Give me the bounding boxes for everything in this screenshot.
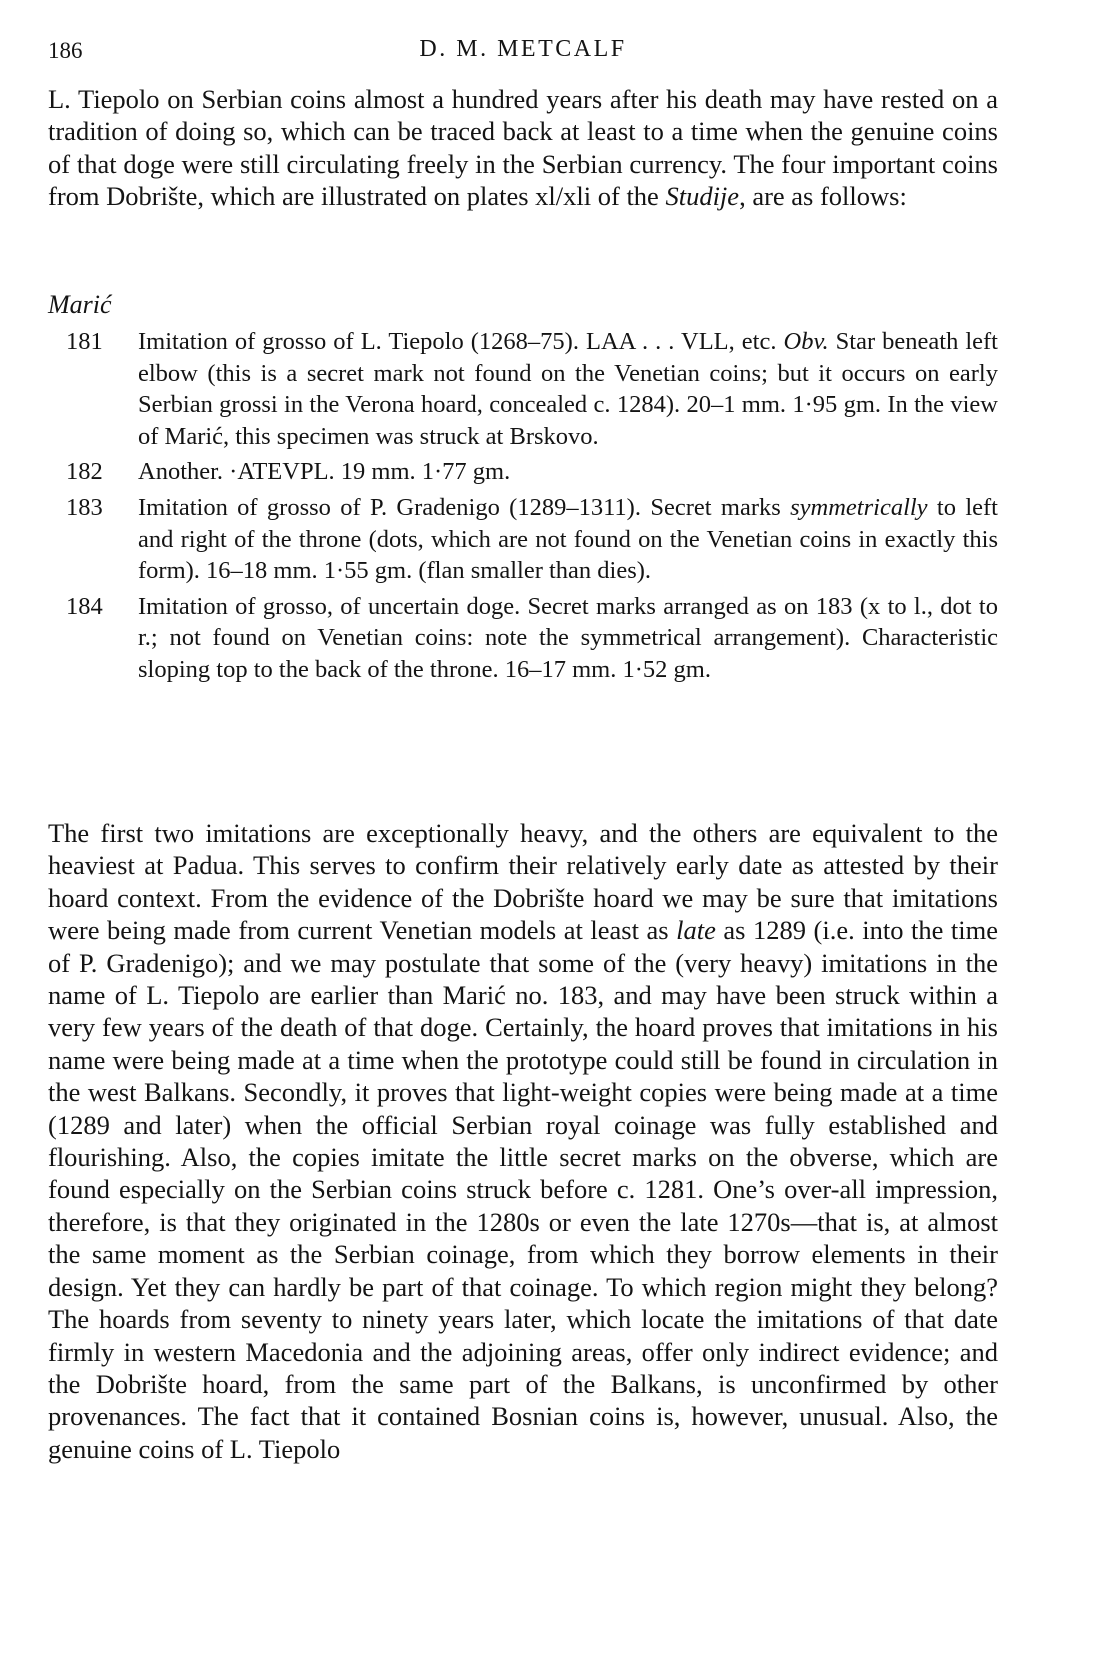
entry-text-1: Imitation of grosso, of uncertain doge. Secret marks arranged as on 183 (x to l., dot to r.; not found on Venetian coins: note the symmetrical arrangement). Characteristic sloping top to the back of the throne. 16–17 mm. 1·52 gm.	[138, 592, 998, 683]
intro-paragraph	[48, 83, 998, 213]
running-head: D. M. METCALF	[419, 36, 627, 62]
entry-text	[138, 456, 998, 488]
intro-text-2: , are as follows:	[739, 181, 907, 212]
intro-italic: Studije	[665, 181, 740, 212]
entry-number: 181	[66, 328, 103, 355]
entry-italic: symmetrically	[790, 493, 928, 521]
intro-text-1: L. Tiepolo on Serbian coins almost a hundred years after his death may have rested on a tradition of doing so, which can be traced back at least to a time when the genuine coins of that doge were still circulating freely in the Serbian currency. The four important coins from Dobrište, which are illustrated on plates xl/xli of the	[48, 84, 998, 212]
body-text-2: as 1289 (i.e. into the time of P. Gradenigo); and we may postulate that some of the (very heavy) imitations in the name of L. Tiepolo are earlier than Marić no. 183, and may have been struck within a very few years of the death of that doge. Certainly, the hoard proves that imitations in his name were being made at a time when the prototype could still be found in circulation in the west Balkans. Secondly, it proves that light-weight copies were being made at a time (1289 and later) when the official Serbian royal coinage was fully established and flourishing. Also, the copies imitate the little secret marks on the obverse, which are found especially on the Serbian coins struck before c. 1281. One’s over-all impression, therefore, is that they originated in the 1280s or even the late 1270s—that is, at almost the same moment as the Serbian coinage, from which they borrow elements in their design. Yet they can hardly be part of that coinage. To which region might they belong? The hoards from seventy to ninety years later, which locate the imitations of that date firmly in western Macedonia and the adjoining areas, offer only indirect evidence; and the Dobrište hoard, from the same part of the Balkans, is unconfirmed by other provenances. The fact that it contained Bosnian coins is, however, unusual. Also, the genuine coins of L. Tiepolo	[48, 915, 998, 1464]
entry-text-1: Another. ·ATEVPL. 19 mm. 1·77 gm.	[138, 458, 511, 486]
body-paragraph	[48, 817, 998, 1465]
entry-text	[138, 326, 998, 452]
page-header	[48, 36, 998, 72]
page-number: 186	[48, 38, 83, 63]
entry-text-2: to left and right of the throne (dots, which are not found on the Venetian coins in exactly this form). 16–18 mm. 1·55 gm. (flan smaller than dies).	[138, 493, 998, 585]
catalogue-entry	[48, 591, 998, 686]
entry-number: 184	[66, 592, 103, 620]
body-italic: late	[676, 915, 716, 946]
catalogue-entry	[48, 456, 998, 488]
body-text-1: The first two imitations are exceptionally heavy, and the others are equivalent to the heaviest at Padua. This serves to confirm their relatively early date as attested by their hoard context. From the evidence of the Dobrište hoard we may be sure that imitations were being made from current Venetian models at least as	[48, 818, 998, 946]
catalogue-entry	[48, 326, 998, 452]
entry-text-2: Star beneath left elbow (this is a secret mark not found on the Venetian coins; but it occurs on early Serbian grossi in the Verona hoard, concealed c. 1284). 20–1 mm. 1·95 gm. In the view of Marić, this specimen was struck at Brskovo.	[138, 328, 998, 450]
catalogue-entry	[48, 492, 998, 587]
entry-text	[138, 591, 998, 686]
entry-number: 183	[66, 493, 103, 521]
entry-text	[138, 492, 998, 587]
entry-text-1: Imitation of grosso of P. Gradenigo (1289–1311). Secret marks	[138, 493, 791, 521]
section-label: Marić	[48, 290, 112, 319]
entry-text-1: Imitation of grosso of L. Tiepolo (1268–75). LAA . . . VLL, etc.	[138, 328, 784, 355]
entry-italic: Obv.	[783, 328, 829, 355]
catalogue-list	[48, 326, 998, 690]
entry-number: 182	[66, 458, 103, 486]
